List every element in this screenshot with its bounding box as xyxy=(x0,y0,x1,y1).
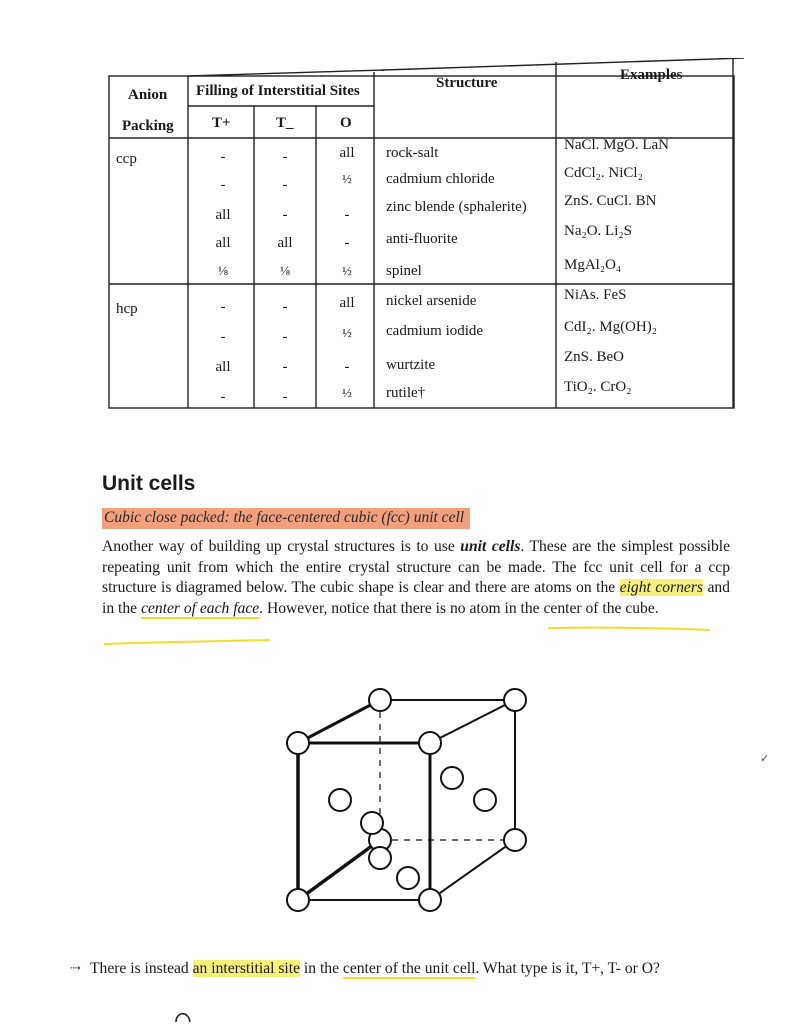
atom-face-center xyxy=(397,867,419,889)
cell-tminus: all xyxy=(277,235,293,251)
cell-tplus: all xyxy=(215,235,231,251)
cell-tplus: - xyxy=(220,149,226,165)
cell-o: ½ xyxy=(342,171,352,186)
cell-structure: cadmium iodide xyxy=(386,323,484,339)
cell-examples: CdCl₂. NiCl₂ xyxy=(564,165,643,181)
cell-examples: NiAs. FeS xyxy=(564,287,627,303)
cell-examples: Na₂O. Li₂S xyxy=(564,223,632,239)
cell-tminus: - xyxy=(282,329,288,345)
cell-tplus: all xyxy=(215,359,231,375)
question-text xyxy=(90,958,710,979)
cell-o: - xyxy=(344,207,350,223)
cell-o: - xyxy=(344,235,350,251)
interstitial-sites-table xyxy=(108,58,744,410)
cell-o: all xyxy=(339,295,355,311)
term-unit-cells: unit cells xyxy=(460,538,521,555)
para-text: and in the xyxy=(102,579,730,617)
cell-structure: nickel arsenide xyxy=(386,293,477,309)
cell-tplus: - xyxy=(220,177,226,193)
header-o: O xyxy=(340,115,352,131)
cell-tminus: - xyxy=(282,149,288,165)
packing-hcp: hcp xyxy=(116,301,138,317)
atom-corner xyxy=(504,689,526,711)
atom-corner xyxy=(369,689,391,711)
header-structure: Structure xyxy=(436,75,498,91)
cell-structure: rutile† xyxy=(386,385,426,401)
cell-tplus: - xyxy=(220,389,226,405)
handwritten-underline xyxy=(100,620,720,650)
description-paragraph xyxy=(102,537,730,619)
header-anion: Anion xyxy=(128,87,168,103)
cell-tminus: - xyxy=(282,207,288,223)
atom-face-center xyxy=(474,789,496,811)
cell-tplus: - xyxy=(220,299,226,315)
cell-tminus: ⅛ xyxy=(280,263,290,278)
cell-examples: ZnS. CuCl. BN xyxy=(564,193,657,209)
atom-corner xyxy=(287,889,309,911)
cell-structure: spinel xyxy=(386,263,422,279)
cell-tminus: - xyxy=(282,359,288,375)
para-text: . These are the simplest possible repeating unit from which the entire crystal structure can be made. The fcc unit cell for a ccp structure is diagramed below. The cubic shape is clear and there are atoms on the xyxy=(102,538,731,596)
atom-face-center xyxy=(369,847,391,869)
cell-tplus: - xyxy=(220,329,226,345)
stray-mark: ✓ xyxy=(760,753,770,765)
cell-o: all xyxy=(339,145,355,161)
question-part: in the xyxy=(300,960,343,977)
header-t-minus: T_ xyxy=(276,115,294,131)
highlight-center-of-each-face: center of each face xyxy=(140,599,260,617)
atom-corner xyxy=(504,829,526,851)
atom-corner xyxy=(419,889,441,911)
cell-o: ½ xyxy=(342,263,352,278)
cell-tminus: - xyxy=(282,299,288,315)
cell-structure: zinc blende (sphalerite) xyxy=(386,199,527,215)
cell-tminus: - xyxy=(282,177,288,193)
para-text: . However, notice that there is no atom in the center of the cube. xyxy=(259,599,659,617)
handwritten-mark xyxy=(170,1008,200,1024)
arrow-icon: ⇢ xyxy=(70,960,81,975)
cell-o: ½ xyxy=(342,385,352,400)
cell-tplus: ⅛ xyxy=(218,263,228,278)
atom-face-center xyxy=(441,767,463,789)
question-part: . What type is it, T+, T- or O? xyxy=(475,960,660,977)
para-text: Another way of building up crystal structures is to use xyxy=(102,538,461,555)
cell-o: - xyxy=(344,359,350,375)
question-part: There is instead xyxy=(90,960,193,977)
section-title: Unit cells xyxy=(102,472,196,495)
packing-ccp: ccp xyxy=(116,151,137,167)
cell-examples: MgAl₂O₄ xyxy=(564,257,622,273)
cell-tminus: - xyxy=(282,389,288,405)
cell-tplus: all xyxy=(215,207,231,223)
atom-corner xyxy=(419,732,441,754)
header-packing: Packing xyxy=(122,118,174,134)
cell-o: ½ xyxy=(342,325,352,340)
cell-examples: TiO₂. CrO₂ xyxy=(564,379,632,395)
header-t-plus: T+ xyxy=(212,115,231,131)
cell-examples: ZnS. BeO xyxy=(564,349,624,365)
cell-structure: anti-fluorite xyxy=(386,231,458,247)
header-filling: Filling of Interstitial Sites xyxy=(196,83,360,99)
atom-face-center xyxy=(361,812,383,834)
underline-center-unit-cell: center of the unit cell xyxy=(342,960,476,977)
highlight-eight-corners: eight corners xyxy=(619,579,703,596)
cell-structure: wurtzite xyxy=(386,357,436,373)
atom-face-center xyxy=(329,789,351,811)
fcc-unit-cell-diagram xyxy=(280,680,540,920)
cell-structure: rock-salt xyxy=(386,145,439,161)
cell-structure: cadmium chloride xyxy=(386,171,495,187)
header-examples: Examples xyxy=(620,67,683,83)
atom-corner xyxy=(287,732,309,754)
cell-examples: NaCl. MgO. LaN xyxy=(564,137,669,153)
section-subtitle: Cubic close packed: the face-centered cubic (fcc) unit cell xyxy=(102,508,470,529)
cell-examples: CdI₂. Mg(OH)₂ xyxy=(564,319,657,335)
highlight-interstitial-site: an interstitial site xyxy=(192,960,301,977)
